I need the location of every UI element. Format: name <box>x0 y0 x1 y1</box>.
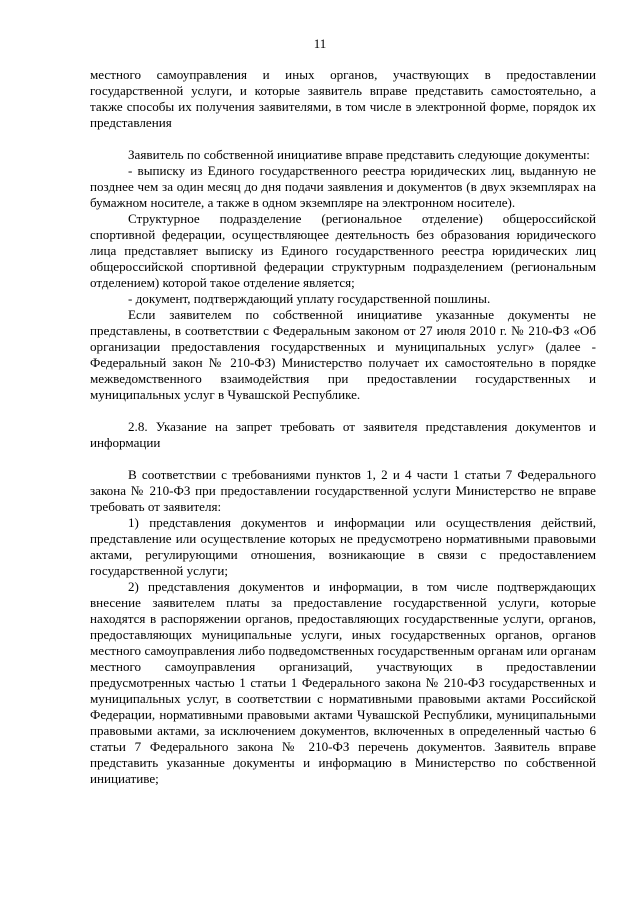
paragraph: местного самоуправления и иных органов, участвующих в предоставлении государственной услуги, и которые заявитель вправе представить самостоятельно, а также способы их получения заявителями, в том числе в электронной форме, порядок их представления <box>90 67 596 130</box>
document-body <box>90 67 596 787</box>
paragraph: Если заявителем по собственной инициативе указанные документы не представлены, в соответствии с Федеральным законом от 27 июля 2010 г. № 210-ФЗ «Об организации предоставления государственных и муниципальных услуг» (далее - Федеральный закон № 210-ФЗ) Министерство получает их самостоятельно в порядке межведомственного взаимодействия при предоставлении государственных и муниципальных услуг в Чувашской Республике. <box>90 307 596 402</box>
page-number: 11 <box>313 36 327 51</box>
paragraph: 2) представления документов и информации, в том числе подтверждающих внесение заявителем платы за предоставление государственной услуги, которые находятся в распоряжении органов, предоставляющих государственные услуги, органов, предоставляющих муниципальные услуги, иных государственных органов, органов местного самоуправления либо подведомственных государственным органам или органам местного самоуправления организаций, участвующих в предоставлении предусмотренных частью 1 статьи 1 Федерального закона № 210-ФЗ государственных и муниципальных услуг, в соответствии с нормативными правовыми актами Российской Федерации, нормативными правовыми актами Чувашской Республики, муниципальными правовыми актами, за исключением документов, включенных в определенный частью 6 статьи 7 Федерального закона № 210-ФЗ перечень документов. Заявитель вправе представить указанные документы и информацию в Министерство по собственной инициативе; <box>90 579 596 786</box>
paragraph: - документ, подтверждающий уплату государственной пошлины. <box>128 291 491 306</box>
paragraph: 2.8. Указание на запрет требовать от заявителя представления документов и информации <box>90 419 596 450</box>
paragraph: Структурное подразделение (региональное отделение) общероссийской спортивной федерации, осуществляющее деятельность без образования юридического лица представляет выписку из Единого государственного реестра юридических лиц общероссийской спортивной федерации структурным подразделением (региональным отделением) которой такое отделение является; <box>90 211 596 290</box>
paragraph: Заявитель по собственной инициативе вправе представить следующие документы: <box>128 147 590 162</box>
paragraph: - выписку из Единого государственного реестра юридических лиц, выданную не позднее чем за один месяц до дня подачи заявления и документов (в двух экземплярах на бумажном носителе, а также в одном экземпляре на электронном носителе). <box>90 163 596 210</box>
paragraph: В соответствии с требованиями пунктов 1, 2 и 4 части 1 статьи 7 Федерального закона № 210-ФЗ при предоставлении государственной услуги Министерство не вправе требовать от заявителя: <box>90 467 596 514</box>
paragraph: 1) представления документов и информации или осуществления действий, представление или осуществление которых не предусмотрено нормативными правовыми актами, регулирующими отношения, возникающие в связи с предоставлением государственной услуги; <box>90 515 596 578</box>
